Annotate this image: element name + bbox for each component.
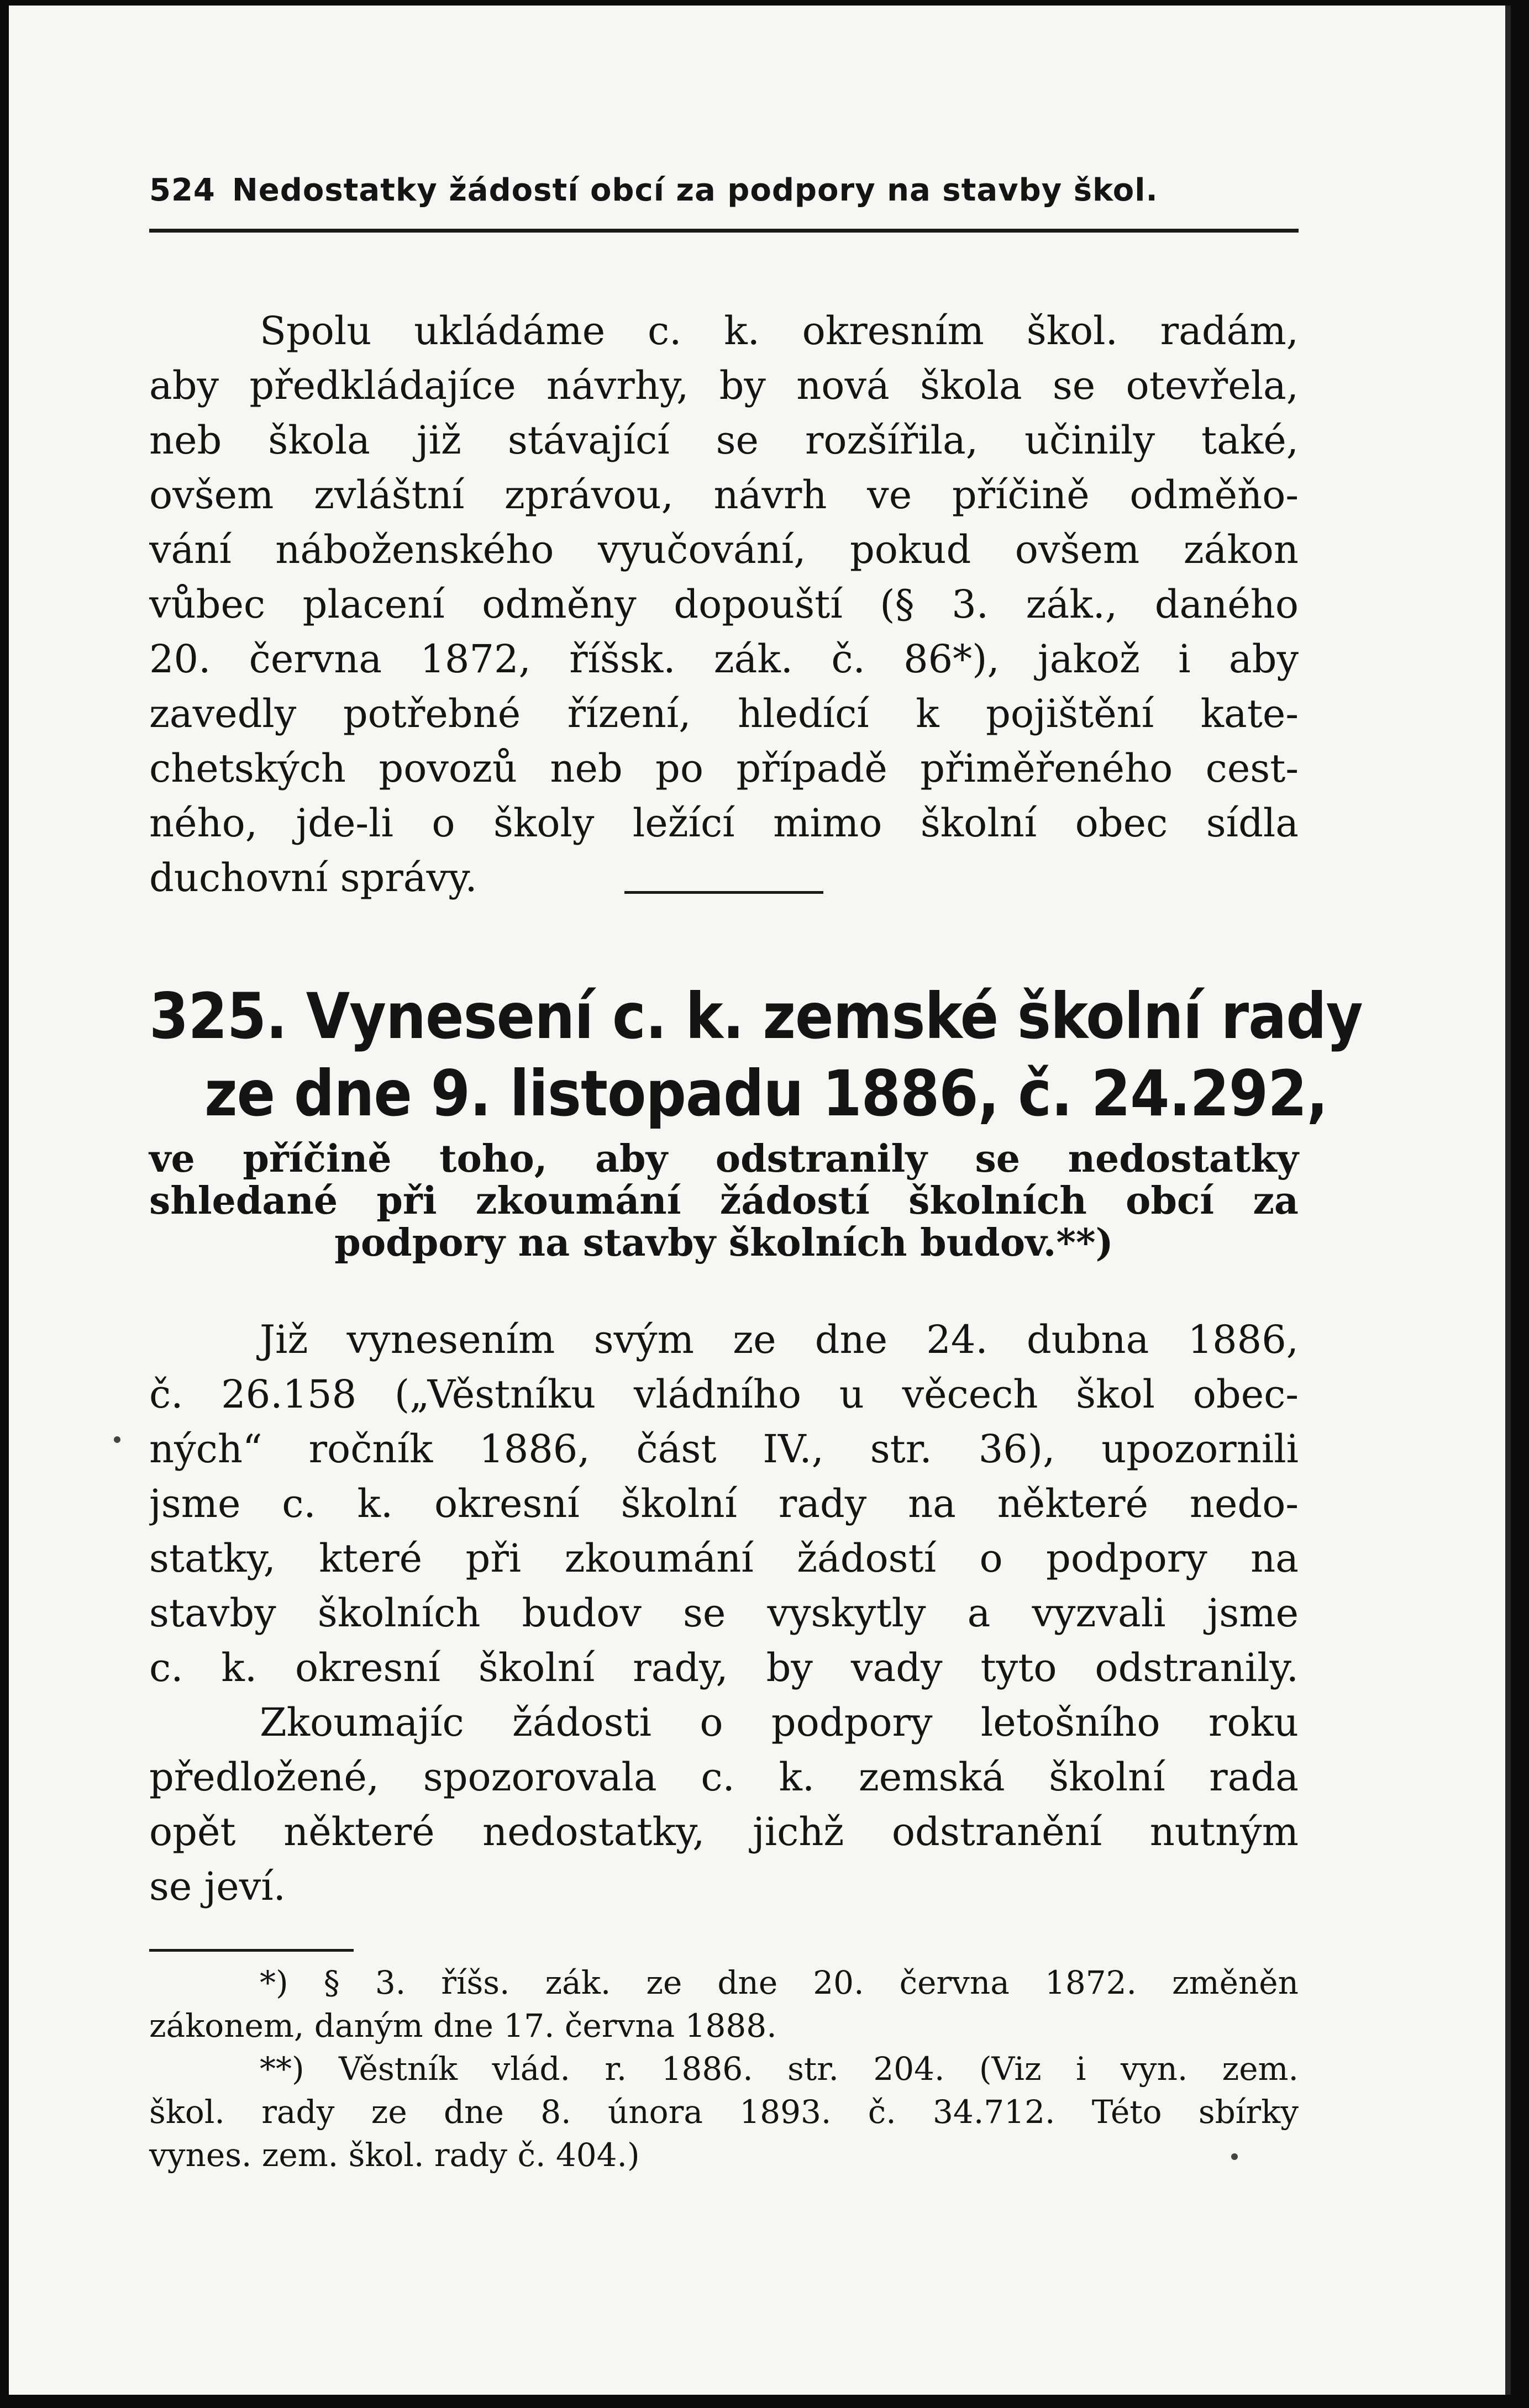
text-line: ovšem zvláštní zprávou, návrh ve příčině odměňo- bbox=[149, 472, 1299, 518]
text-line: ného, jde-li o školy ležící mimo školní obec sídla bbox=[149, 800, 1299, 846]
text-line: aby předkládajíce návrhy, by nová škola se otevřela, bbox=[149, 363, 1299, 408]
margin-speck bbox=[114, 1436, 120, 1443]
heading-line-2: ze dne 9. listopadu 1886, č. 24.292, bbox=[204, 1057, 1328, 1130]
page-edge-shadow bbox=[1505, 6, 1511, 2395]
text-line: stavby školních budov se vyskytly a vyzvali jsme bbox=[149, 1590, 1299, 1636]
text-line: č. 26.158 („Věstníku vládního u věcech škol obec- bbox=[149, 1372, 1299, 1417]
paragraph-2 bbox=[149, 1313, 1299, 1914]
text-line: c. k. okresní školní rady, by vady tyto odstranily. bbox=[149, 1645, 1299, 1690]
text-line: duchovní správy. bbox=[149, 855, 477, 900]
footnote-rule bbox=[149, 1949, 354, 1952]
footnote-line: **) Věstník vlád. r. 1886. str. 204. (Viz i vyn. zem. bbox=[260, 2050, 1299, 2088]
text-line: neb škola již stávající se rozšířila, učinily také, bbox=[149, 418, 1299, 463]
paragraph-1 bbox=[149, 304, 1299, 905]
subheading-line: podpory na stavby školních budov.**) bbox=[334, 1221, 1113, 1265]
running-head-title: Nedostatky žádostí obcí za podpory na stavby škol. bbox=[232, 172, 1158, 208]
text-line: Zkoumajíc žádosti o podpory letošního roku bbox=[260, 1700, 1299, 1745]
page-number: 524 bbox=[149, 172, 216, 208]
margin-speck bbox=[1231, 2153, 1238, 2160]
text-line: vání náboženského vyučování, pokud ovšem zákon bbox=[149, 527, 1299, 572]
subheading-line: ve příčině toho, aby odstranily se nedostatky bbox=[149, 1137, 1299, 1181]
section-subheading bbox=[149, 1138, 1299, 1264]
text-line: statky, které při zkoumání žádostí o podpory na bbox=[149, 1536, 1299, 1581]
text-line: chetských povozů neb po případě přiměřeného cest- bbox=[149, 746, 1299, 791]
footnote-2 bbox=[149, 2047, 1299, 2177]
text-line: Spolu ukládáme c. k. okresním škol. radám, bbox=[260, 308, 1299, 354]
section-heading bbox=[149, 978, 1363, 1132]
footnote-line: škol. rady ze dne 8. února 1893. č. 34.712. Této sbírky bbox=[149, 2093, 1299, 2131]
footnote-line: vynes. zem. škol. rady č. 404.) bbox=[149, 2136, 640, 2174]
text-line: ných“ ročník 1886, část IV., str. 36), upozornili bbox=[149, 1426, 1299, 1472]
text-line: 20. června 1872, říšsk. zák. č. 86*), jakož i aby bbox=[149, 636, 1299, 682]
footnote-1 bbox=[149, 1961, 1299, 2047]
text-line: se jeví. bbox=[149, 1864, 286, 1909]
footnote-line: *) § 3. říšs. zák. ze dne 20. června 1872. změněn bbox=[260, 1964, 1299, 2001]
text-line: jsme c. k. okresní školní rady na některé nedo- bbox=[149, 1481, 1299, 1526]
running-head bbox=[149, 172, 1299, 217]
book-page bbox=[9, 6, 1511, 2395]
heading-line-1: 325. Vynesení c. k. zemské školní rady bbox=[149, 979, 1363, 1053]
text-line: předložené, spozorovala c. k. zemská školní rada bbox=[149, 1754, 1299, 1800]
text-line: zavedly potřebné řízení, hledící k pojištění kate- bbox=[149, 691, 1299, 736]
text-line: vůbec placení odměny dopouští (§ 3. zák., daného bbox=[149, 582, 1299, 627]
text-line: opět některé nedostatky, jichž odstranění nutným bbox=[149, 1809, 1299, 1854]
footnote-line: zákonem, daným dne 17. června 1888. bbox=[149, 2007, 777, 2045]
header-rule bbox=[149, 229, 1299, 233]
subheading-line: shledané při zkoumání žádostí školních obcí za bbox=[149, 1179, 1299, 1223]
section-divider bbox=[624, 891, 823, 894]
text-line: Již vynesením svým ze dne 24. dubna 1886, bbox=[260, 1317, 1299, 1362]
